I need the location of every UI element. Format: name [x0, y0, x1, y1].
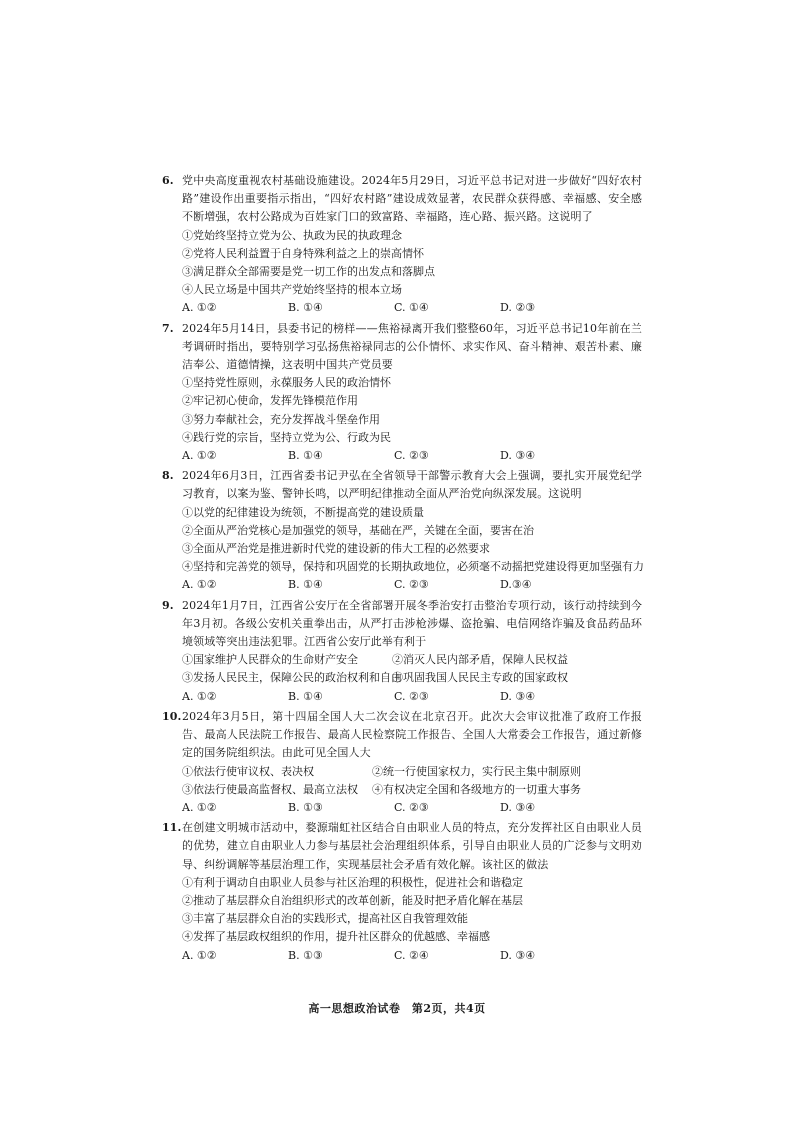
- option-b: B. ①③: [288, 800, 323, 814]
- option-c: C. ②③: [394, 689, 429, 703]
- question-number: 11.: [162, 821, 182, 835]
- option-d: D. ③④: [500, 948, 536, 962]
- option-b: B. ①④: [288, 578, 323, 592]
- statement: ①国家维护人民群众的生命财产安全: [182, 653, 358, 667]
- question-number: 9.: [162, 598, 174, 612]
- statement: ①依法行使审议权、表决权: [182, 764, 314, 778]
- option-c: C. ②③: [394, 578, 429, 592]
- questions-container: [162, 172, 642, 967]
- question-stem: [162, 819, 642, 874]
- option-a: A. ①②: [182, 301, 217, 315]
- statement: ①以党的纪律建设为统领，不断提高党的建设质量: [182, 505, 424, 519]
- option-c: C. ②③: [394, 449, 429, 463]
- statement-row: [162, 781, 642, 799]
- question-stem: [162, 467, 642, 503]
- question-number: 10.: [162, 709, 182, 723]
- answer-options: [162, 576, 642, 594]
- statement-row: [162, 669, 642, 687]
- question-11: [162, 819, 642, 965]
- option-d: D. ③④: [500, 800, 536, 814]
- statement: ③发扬人民民主，保障公民的政治权利和自由: [182, 671, 402, 685]
- statement-row: [162, 763, 642, 781]
- option-d: D. ③④: [500, 449, 536, 463]
- question-6: [162, 172, 642, 318]
- statement-row: [162, 651, 642, 669]
- statement: ④人民立场是中国共产党始终坚持的根本立场: [182, 283, 402, 297]
- statement: ②全面从严治党核心是加强党的领导，基础在严，关键在全面，要害在治: [182, 523, 534, 537]
- question-number: 7.: [162, 321, 174, 335]
- question-number: 6.: [162, 174, 174, 187]
- answer-options: [162, 688, 642, 706]
- question-stem: [162, 597, 642, 652]
- statement: ③努力奉献社会，充分发挥战斗堡垒作用: [182, 412, 380, 426]
- question-stem-text: 在创建文明城市活动中，婺源瑞虹社区结合自由职业人员的特点，充分发挥社区自由职业人员的优势，建立自由职业人力参与基层社会治理组织体系，引导自由职业人员的广泛参与文明劝导、纠纷调解等基层治理工作，实现基层社会矛盾有效化解。该社区的做法: [182, 821, 642, 871]
- answer-options: [162, 799, 642, 817]
- statement: ①党始终坚持立党为公、执政为民的执政理念: [182, 228, 402, 242]
- statement: ②统一行使国家权力，实行民主集中制原则: [372, 764, 581, 778]
- question-number: 8.: [162, 469, 174, 483]
- option-d: D.③④: [500, 578, 532, 592]
- statement: ④践行党的宗旨，坚持立党为公、行政为民: [182, 430, 391, 444]
- question-7: [162, 320, 642, 466]
- question-stem-text: 2024年1月7日，江西省公安厅在全省部署开展冬季治安打击整治专项行动，该行动持续到今年3月初。各级公安机关重拳出击，从严打击涉枪涉爆、盗抢骗、电信网络诈骗及食品药品环境领域等突出违法犯罪。江西省公安厅此举有利于: [182, 598, 642, 649]
- question-stem-text: 党中央高度重视农村基础设施建设。2024年5月29日，习近平总书记对进一步做好“四好农村路”建设作出重要指示指出，“四好农村路”建设成效显著，农民群众获得感、幸福感、安全感不断增强，农村公路成为百姓家门口的致富路、幸福路，连心路、振兴路。这说明了: [182, 174, 642, 224]
- option-b: B. ①④: [288, 449, 323, 463]
- option-a: A. ①②: [182, 800, 217, 814]
- question-stem-text: 2024年5月14日，县委书记的榜样——焦裕禄离开我们整整60年，习近平总书记10年前在兰考调研时指出，要特别学习弘扬焦裕禄同志的公仆情怀、求实作风、奋斗精神、艰苦朴素、廉洁奉公、道德情操，这表明中国共产党员要: [182, 321, 642, 372]
- option-b: B. ①③: [288, 948, 323, 962]
- option-b: B. ①④: [288, 689, 323, 703]
- option-d: D. ③④: [500, 689, 536, 703]
- option-c: C. ②③: [394, 800, 429, 814]
- statement: ④发挥了基层政权组织的作用，提升社区群众的优越感、幸福感: [182, 930, 490, 944]
- statement: ④巩固我国人民民主专政的国家政权: [392, 671, 568, 685]
- statement: ②牢记初心使命，发挥先锋模范作用: [182, 394, 358, 408]
- statement: ③满足群众全部需要是党一切工作的出发点和落脚点: [182, 265, 435, 279]
- option-c: C. ①④: [394, 301, 429, 315]
- question-9: [162, 597, 642, 706]
- question-stem: [162, 320, 642, 375]
- question-stem: [162, 172, 642, 227]
- option-d: D. ②③: [500, 301, 536, 315]
- statement: ①坚持党性原则，永葆服务人民的政治情怀: [182, 376, 391, 390]
- statement: ③丰富了基层群众自治的实践形式，提高社区自我管理效能: [182, 912, 468, 926]
- statement: ①有利于调动自由职业人员参与社区治理的积极性，促进社会和谐稳定: [182, 875, 523, 889]
- option-a: A. ①②: [182, 689, 217, 703]
- answer-options: [162, 947, 642, 965]
- option-a: A. ①②: [182, 948, 217, 962]
- question-10: [162, 708, 642, 817]
- statement: ④坚持和完善党的领导，保持和巩固党的长期执政地位，必须毫不动摇把党建设得更加坚强有力: [182, 560, 644, 574]
- statement: ③全面从严治党是推进新时代党的建设新的伟大工程的必然要求: [182, 542, 490, 556]
- answer-options: [162, 447, 642, 465]
- question-stem-text: 2024年3月5日，第十四届全国人大二次会议在北京召开。此次大会审议批准了政府工作报告、最高人民法院工作报告、最高人民检察院工作报告、全国人大常委会工作报告，通过新修定的国务院组织法。由此可见全国人大: [182, 709, 642, 760]
- page-footer: 高一思想政治试卷 第2页，共4页: [308, 1002, 486, 1015]
- statement: ②消灭人民内部矛盾，保障人民权益: [392, 653, 568, 667]
- question-8: [162, 467, 642, 594]
- statement: ②推动了基层群众自治组织形式的改革创新，能及时把矛盾化解在基层: [182, 893, 523, 907]
- statement: ②党将人民利益置于自身特殊利益之上的崇高情怀: [182, 246, 424, 260]
- option-b: B. ①④: [288, 301, 323, 315]
- option-c: C. ②④: [394, 948, 429, 962]
- option-a: A. ①②: [182, 578, 217, 592]
- statement: ④有权决定全国和各级地方的一切重大事务: [372, 782, 581, 796]
- statement: ③依法行使最高监督权、最高立法权: [182, 782, 358, 796]
- question-stem-text: 2024年6月3日，江西省委书记尹弘在全省领导干部警示教育大会上强调，要扎实开展党纪学习教育，以案为鉴、警钟长鸣，以严明纪律推动全面从严治党向纵深发展。这说明: [182, 469, 642, 501]
- answer-options: [162, 299, 642, 317]
- option-a: A. ①②: [182, 449, 217, 463]
- question-stem: [162, 708, 642, 763]
